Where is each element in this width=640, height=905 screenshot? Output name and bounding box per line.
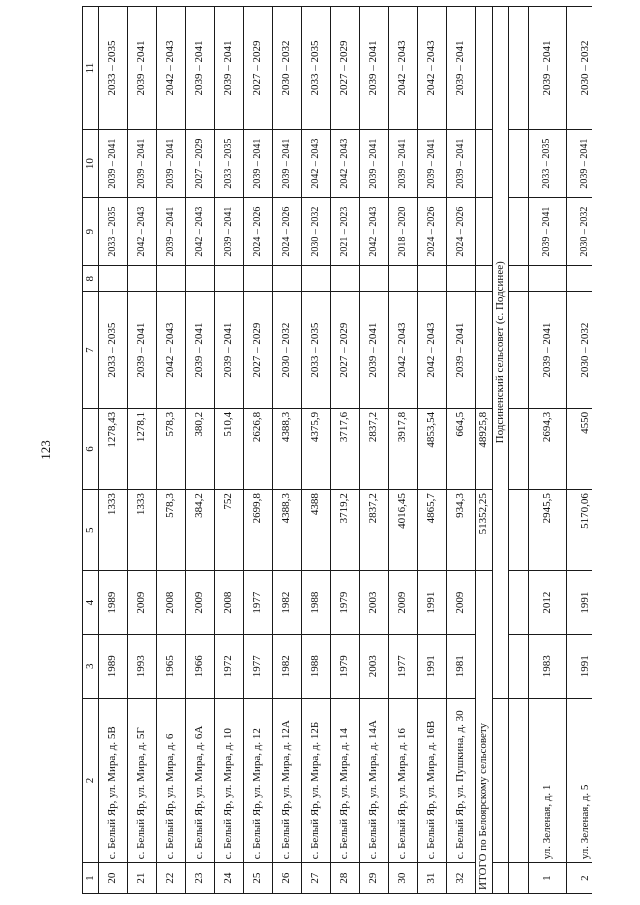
cell-address: с. Белый Яр, ул. Мира, д. 12 xyxy=(244,698,273,863)
cell-c5: 3719,2 xyxy=(331,490,360,571)
cell-c5: 4865,7 xyxy=(418,490,447,571)
cell-c4: 1977 xyxy=(244,571,273,635)
column-header: 1 xyxy=(83,863,99,894)
cell-c3: 1989 xyxy=(99,634,128,698)
cell-c9: 2042 – 2043 xyxy=(186,198,215,266)
cell-n: 2 xyxy=(567,863,593,894)
cell-c7: 2039 – 2041 xyxy=(447,292,476,408)
cell-c6: 4853,54 xyxy=(418,408,447,489)
empty-cell xyxy=(509,198,529,266)
cell-c4: 2008 xyxy=(157,571,186,635)
cell-c6: 4388,3 xyxy=(273,408,302,489)
cell-address: с. Белый Яр, ул. Мира, д. 12Б xyxy=(302,698,331,863)
cell-c11: 2027 – 2029 xyxy=(244,7,273,130)
cell-c3: 1983 xyxy=(529,634,567,698)
empty-cell xyxy=(476,7,493,130)
cell-c9: 2042 – 2043 xyxy=(128,198,157,266)
empty-cell xyxy=(493,863,509,894)
empty-cell xyxy=(509,7,529,130)
housing-repair-schedule-table xyxy=(82,6,592,894)
cell-c4: 2009 xyxy=(186,571,215,635)
page-number: 123 xyxy=(38,440,53,460)
cell-c10: 2039 – 2041 xyxy=(244,130,273,198)
empty-cell xyxy=(476,130,493,198)
column-header: 7 xyxy=(83,292,99,408)
cell-c5: 4388 xyxy=(302,490,331,571)
cell-n: 28 xyxy=(331,863,360,894)
cell-c5: 2699,8 xyxy=(244,490,273,571)
table-row xyxy=(331,7,360,894)
cell-c9: 2030 – 2032 xyxy=(302,198,331,266)
cell-c9: 2030 – 2032 xyxy=(567,198,593,266)
cell-c8 xyxy=(128,266,157,292)
cell-n: 20 xyxy=(99,863,128,894)
cell-c6: 1278,43 xyxy=(99,408,128,489)
table-row xyxy=(99,7,128,894)
cell-c3: 1988 xyxy=(302,634,331,698)
table-row xyxy=(244,7,273,894)
cell-c10: 2039 – 2041 xyxy=(360,130,389,198)
cell-c6: 664,5 xyxy=(447,408,476,489)
empty-cell xyxy=(476,198,493,266)
total-label: ИТОГО по Белоярскому сельсовету xyxy=(476,571,493,894)
table-header-row xyxy=(83,7,99,894)
empty-cell xyxy=(509,698,529,863)
table-row xyxy=(360,7,389,894)
cell-n: 29 xyxy=(360,863,389,894)
table-row xyxy=(447,7,476,894)
empty-cell xyxy=(509,490,529,571)
cell-c7: 2042 – 2043 xyxy=(157,292,186,408)
column-header: 3 xyxy=(83,634,99,698)
cell-c7: 2033 – 2035 xyxy=(302,292,331,408)
total-c5: 51352,25 xyxy=(476,490,493,571)
cell-c7: 2039 – 2041 xyxy=(360,292,389,408)
total-row xyxy=(476,7,493,894)
cell-c6: 2626,8 xyxy=(244,408,273,489)
table-row xyxy=(302,7,331,894)
cell-c10: 2033 – 2035 xyxy=(529,130,567,198)
cell-n: 27 xyxy=(302,863,331,894)
cell-c3: 1977 xyxy=(389,634,418,698)
rotated-table-frame xyxy=(82,6,592,894)
cell-address: с. Белый Яр, ул. Мира, д. 14 xyxy=(331,698,360,863)
table-row xyxy=(389,7,418,894)
table-row xyxy=(567,7,593,894)
cell-c10: 2039 – 2041 xyxy=(447,130,476,198)
cell-c5: 2945,5 xyxy=(529,490,567,571)
cell-c10: 2039 – 2041 xyxy=(418,130,447,198)
cell-c8 xyxy=(157,266,186,292)
cell-c4: 1991 xyxy=(418,571,447,635)
cell-c7: 2039 – 2041 xyxy=(128,292,157,408)
cell-n: 24 xyxy=(215,863,244,894)
cell-c5: 934,3 xyxy=(447,490,476,571)
cell-address: с. Белый Яр, ул. Мира, д. 14А xyxy=(360,698,389,863)
cell-c9: 2042 – 2043 xyxy=(360,198,389,266)
cell-c8 xyxy=(567,266,593,292)
cell-c3: 1981 xyxy=(447,634,476,698)
cell-c4: 1979 xyxy=(331,571,360,635)
cell-c9: 2021 – 2023 xyxy=(331,198,360,266)
cell-c4: 2008 xyxy=(215,571,244,635)
cell-c4: 2012 xyxy=(529,571,567,635)
column-header: 5 xyxy=(83,490,99,571)
cell-c10: 2039 – 2041 xyxy=(128,130,157,198)
cell-c11: 2039 – 2041 xyxy=(447,7,476,130)
cell-c7: 2027 – 2029 xyxy=(331,292,360,408)
cell-c3: 1977 xyxy=(244,634,273,698)
column-header: 10 xyxy=(83,130,99,198)
cell-c9: 2033 – 2035 xyxy=(99,198,128,266)
cell-c3: 1982 xyxy=(273,634,302,698)
cell-n: 31 xyxy=(418,863,447,894)
cell-address: с. Белый Яр, ул. Мира, д. 16 xyxy=(389,698,418,863)
cell-address: с. Белый Яр, ул. Мира, д. 10 xyxy=(215,698,244,863)
cell-address: с. Белый Яр, ул. Мира, д. 6А xyxy=(186,698,215,863)
cell-c3: 1991 xyxy=(418,634,447,698)
cell-n: 30 xyxy=(389,863,418,894)
cell-n: 23 xyxy=(186,863,215,894)
cell-c11: 2027 – 2029 xyxy=(331,7,360,130)
cell-c9: 2039 – 2041 xyxy=(529,198,567,266)
cell-c7: 2033 – 2035 xyxy=(99,292,128,408)
column-header: 2 xyxy=(83,698,99,863)
cell-c3: 1991 xyxy=(567,634,593,698)
cell-c3: 2003 xyxy=(360,634,389,698)
cell-address: с. Белый Яр, ул. Мира, д. 6 xyxy=(157,698,186,863)
cell-c6: 3917,8 xyxy=(389,408,418,489)
table-row xyxy=(273,7,302,894)
cell-c3: 1966 xyxy=(186,634,215,698)
table-row xyxy=(418,7,447,894)
section-title: Подсиненский сельсовет (с. Подсинее) xyxy=(493,7,509,699)
cell-c7: 2030 – 2032 xyxy=(567,292,593,408)
column-header: 6 xyxy=(83,408,99,489)
cell-c6: 2837,2 xyxy=(360,408,389,489)
cell-c3: 1993 xyxy=(128,634,157,698)
cell-c11: 2033 – 2035 xyxy=(302,7,331,130)
cell-c11: 2039 – 2041 xyxy=(186,7,215,130)
section-row xyxy=(493,7,509,894)
cell-c9: 2039 – 2041 xyxy=(157,198,186,266)
cell-c4: 1982 xyxy=(273,571,302,635)
cell-c5: 1333 xyxy=(99,490,128,571)
cell-c11: 2039 – 2041 xyxy=(360,7,389,130)
cell-c8 xyxy=(302,266,331,292)
cell-c5: 4016,45 xyxy=(389,490,418,571)
cell-n: 21 xyxy=(128,863,157,894)
cell-c5: 2837,2 xyxy=(360,490,389,571)
cell-c8 xyxy=(418,266,447,292)
cell-c9: 2024 – 2026 xyxy=(244,198,273,266)
cell-c8 xyxy=(244,266,273,292)
cell-n: 22 xyxy=(157,863,186,894)
cell-c5: 1333 xyxy=(128,490,157,571)
cell-c4: 1989 xyxy=(99,571,128,635)
cell-c6: 4375,9 xyxy=(302,408,331,489)
cell-c4: 1991 xyxy=(567,571,593,635)
cell-c7: 2030 – 2032 xyxy=(273,292,302,408)
cell-n: 1 xyxy=(529,863,567,894)
column-header: 8 xyxy=(83,266,99,292)
cell-c8 xyxy=(99,266,128,292)
cell-c10: 2033 – 2035 xyxy=(215,130,244,198)
table-row xyxy=(215,7,244,894)
empty-cell xyxy=(509,634,529,698)
cell-c6: 1278,1 xyxy=(128,408,157,489)
cell-c4: 2009 xyxy=(128,571,157,635)
cell-c11: 2039 – 2041 xyxy=(215,7,244,130)
cell-c11: 2042 – 2043 xyxy=(157,7,186,130)
table-row xyxy=(128,7,157,894)
cell-c9: 2039 – 2041 xyxy=(215,198,244,266)
cell-c11: 2042 – 2043 xyxy=(418,7,447,130)
cell-c9: 2018 – 2020 xyxy=(389,198,418,266)
cell-c10: 2042 – 2043 xyxy=(331,130,360,198)
cell-c6: 578,3 xyxy=(157,408,186,489)
cell-address: с. Белый Яр, ул. Мира, д. 16В xyxy=(418,698,447,863)
cell-c10: 2039 – 2041 xyxy=(567,130,593,198)
cell-c4: 2009 xyxy=(447,571,476,635)
cell-c8 xyxy=(529,266,567,292)
cell-c11: 2039 – 2041 xyxy=(128,7,157,130)
cell-c4: 1988 xyxy=(302,571,331,635)
cell-c10: 2039 – 2041 xyxy=(99,130,128,198)
cell-address: с. Белый Яр, ул. Мира, д. 5Г xyxy=(128,698,157,863)
cell-c8 xyxy=(331,266,360,292)
cell-address: с. Белый Яр, ул. Пушкина, д. 30 xyxy=(447,698,476,863)
cell-c6: 4550 xyxy=(567,408,593,489)
cell-c5: 578,3 xyxy=(157,490,186,571)
cell-c8 xyxy=(360,266,389,292)
cell-c6: 380,2 xyxy=(186,408,215,489)
cell-c8 xyxy=(215,266,244,292)
table-container xyxy=(82,6,592,894)
empty-cell xyxy=(509,266,529,292)
cell-n: 25 xyxy=(244,863,273,894)
table-row xyxy=(529,7,567,894)
cell-c10: 2042 – 2043 xyxy=(302,130,331,198)
cell-c4: 2009 xyxy=(389,571,418,635)
empty-cell xyxy=(509,130,529,198)
cell-c7: 2042 – 2043 xyxy=(389,292,418,408)
cell-c3: 1979 xyxy=(331,634,360,698)
cell-c7: 2042 – 2043 xyxy=(418,292,447,408)
cell-c11: 2030 – 2032 xyxy=(273,7,302,130)
cell-c9: 2024 – 2026 xyxy=(447,198,476,266)
cell-c8 xyxy=(389,266,418,292)
empty-cell xyxy=(509,863,529,894)
cell-c8 xyxy=(186,266,215,292)
cell-address: ул. Зеленая, д. 1 xyxy=(529,698,567,863)
cell-c10: 2027 – 2029 xyxy=(186,130,215,198)
cell-c3: 1965 xyxy=(157,634,186,698)
cell-c8 xyxy=(447,266,476,292)
cell-c9: 2024 – 2026 xyxy=(273,198,302,266)
cell-c5: 752 xyxy=(215,490,244,571)
total-c6: 48925,8 xyxy=(476,408,493,489)
cell-c5: 4388,3 xyxy=(273,490,302,571)
cell-c8 xyxy=(273,266,302,292)
cell-c9: 2024 – 2026 xyxy=(418,198,447,266)
cell-c11: 2042 – 2043 xyxy=(389,7,418,130)
cell-c11: 2030 – 2032 xyxy=(567,7,593,130)
empty-cell xyxy=(493,698,509,863)
cell-c7: 2039 – 2041 xyxy=(215,292,244,408)
empty-cell xyxy=(476,266,493,292)
cell-c5: 384,2 xyxy=(186,490,215,571)
cell-n: 26 xyxy=(273,863,302,894)
cell-address: с. Белый Яр, ул. Мира, д. 12А xyxy=(273,698,302,863)
cell-c10: 2039 – 2041 xyxy=(157,130,186,198)
cell-c7: 2039 – 2041 xyxy=(529,292,567,408)
empty-cell xyxy=(509,571,529,635)
cell-c11: 2033 – 2035 xyxy=(99,7,128,130)
cell-c6: 2694,3 xyxy=(529,408,567,489)
cell-c6: 510,4 xyxy=(215,408,244,489)
column-header: 4 xyxy=(83,571,99,635)
cell-c4: 2003 xyxy=(360,571,389,635)
cell-address: ул. Зеленая, д. 5 xyxy=(567,698,593,863)
table-row xyxy=(157,7,186,894)
empty-cell xyxy=(509,408,529,489)
cell-n: 32 xyxy=(447,863,476,894)
spacer-row xyxy=(509,7,529,894)
cell-c7: 2039 – 2041 xyxy=(186,292,215,408)
cell-c6: 3717,6 xyxy=(331,408,360,489)
cell-c3: 1972 xyxy=(215,634,244,698)
table-row xyxy=(186,7,215,894)
cell-c7: 2027 – 2029 xyxy=(244,292,273,408)
column-header: 9 xyxy=(83,198,99,266)
empty-cell xyxy=(509,292,529,408)
column-header: 11 xyxy=(83,7,99,130)
cell-c10: 2039 – 2041 xyxy=(389,130,418,198)
cell-c10: 2039 – 2041 xyxy=(273,130,302,198)
empty-cell xyxy=(476,292,493,408)
cell-c11: 2039 – 2041 xyxy=(529,7,567,130)
cell-address: с. Белый Яр, ул. Мира, д. 5В xyxy=(99,698,128,863)
cell-c5: 5170,06 xyxy=(567,490,593,571)
